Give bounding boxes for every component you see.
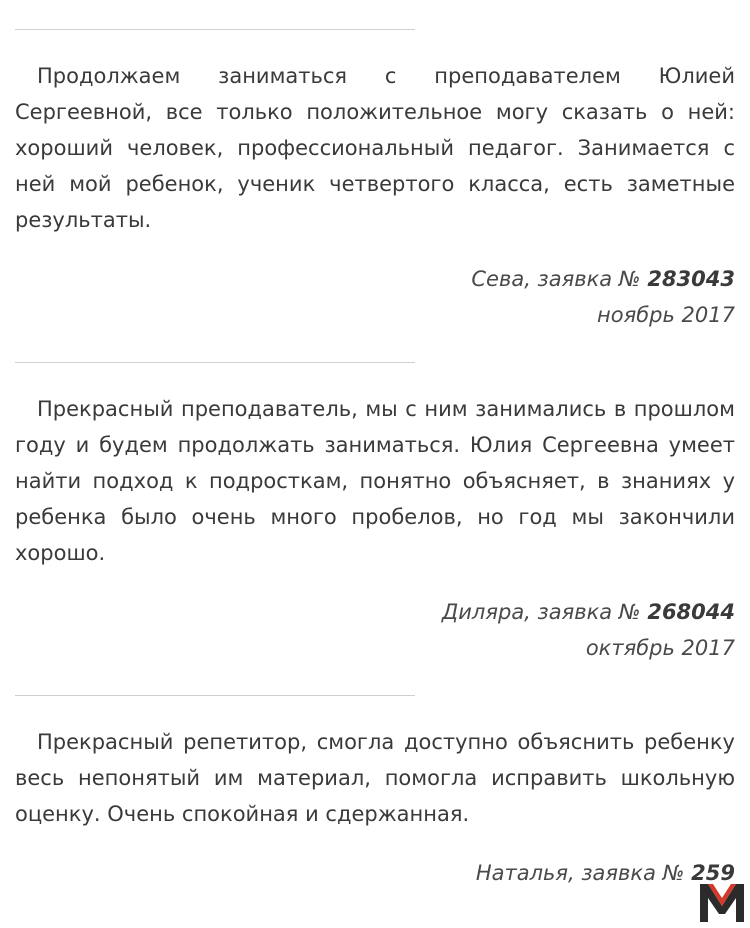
review-item xyxy=(0,362,750,666)
request-number: 259 xyxy=(691,861,735,885)
review-text: Прекрасный репетитор, смогла доступно объяснить ребенку весь непонятый им материал, помогла исправить школьную оценку. Очень спокойная и сдержанная. xyxy=(15,730,735,826)
review-text: Прекрасный преподаватель, мы с ним занимались в прошлом году и будем продолжать заниматься. Юлия Сергеевна умеет найти подход к подросткам, понятно объясняет, в знаниях у ребенка было очень много пробелов, но год мы закончили хорошо. xyxy=(15,397,735,565)
review-item xyxy=(0,695,750,891)
m-logo-icon[interactable] xyxy=(698,878,746,924)
review-author xyxy=(15,594,735,630)
author-name: Наталья, заявка № xyxy=(475,861,692,885)
review-date: ноябрь 2017 xyxy=(597,303,735,327)
author-name: Сева, заявка № xyxy=(471,267,648,291)
review-author xyxy=(15,261,735,297)
divider xyxy=(15,695,415,696)
review-author xyxy=(15,855,735,891)
divider xyxy=(15,29,415,30)
reviews-list xyxy=(0,29,750,891)
review-date: октябрь 2017 xyxy=(585,636,735,660)
review-text: Продолжаем заниматься с преподавателем Юлией Сергеевной, все только положительное могу сказать о ней: хороший человек, профессиональный педагог. Занимается с ней мой ребенок, ученик четвертого класса, есть заметные результаты. xyxy=(15,64,735,232)
divider xyxy=(15,362,415,363)
request-number: 268044 xyxy=(647,600,735,624)
request-number: 283043 xyxy=(647,267,735,291)
author-name: Диляра, заявка № xyxy=(441,600,648,624)
review-item xyxy=(0,29,750,333)
